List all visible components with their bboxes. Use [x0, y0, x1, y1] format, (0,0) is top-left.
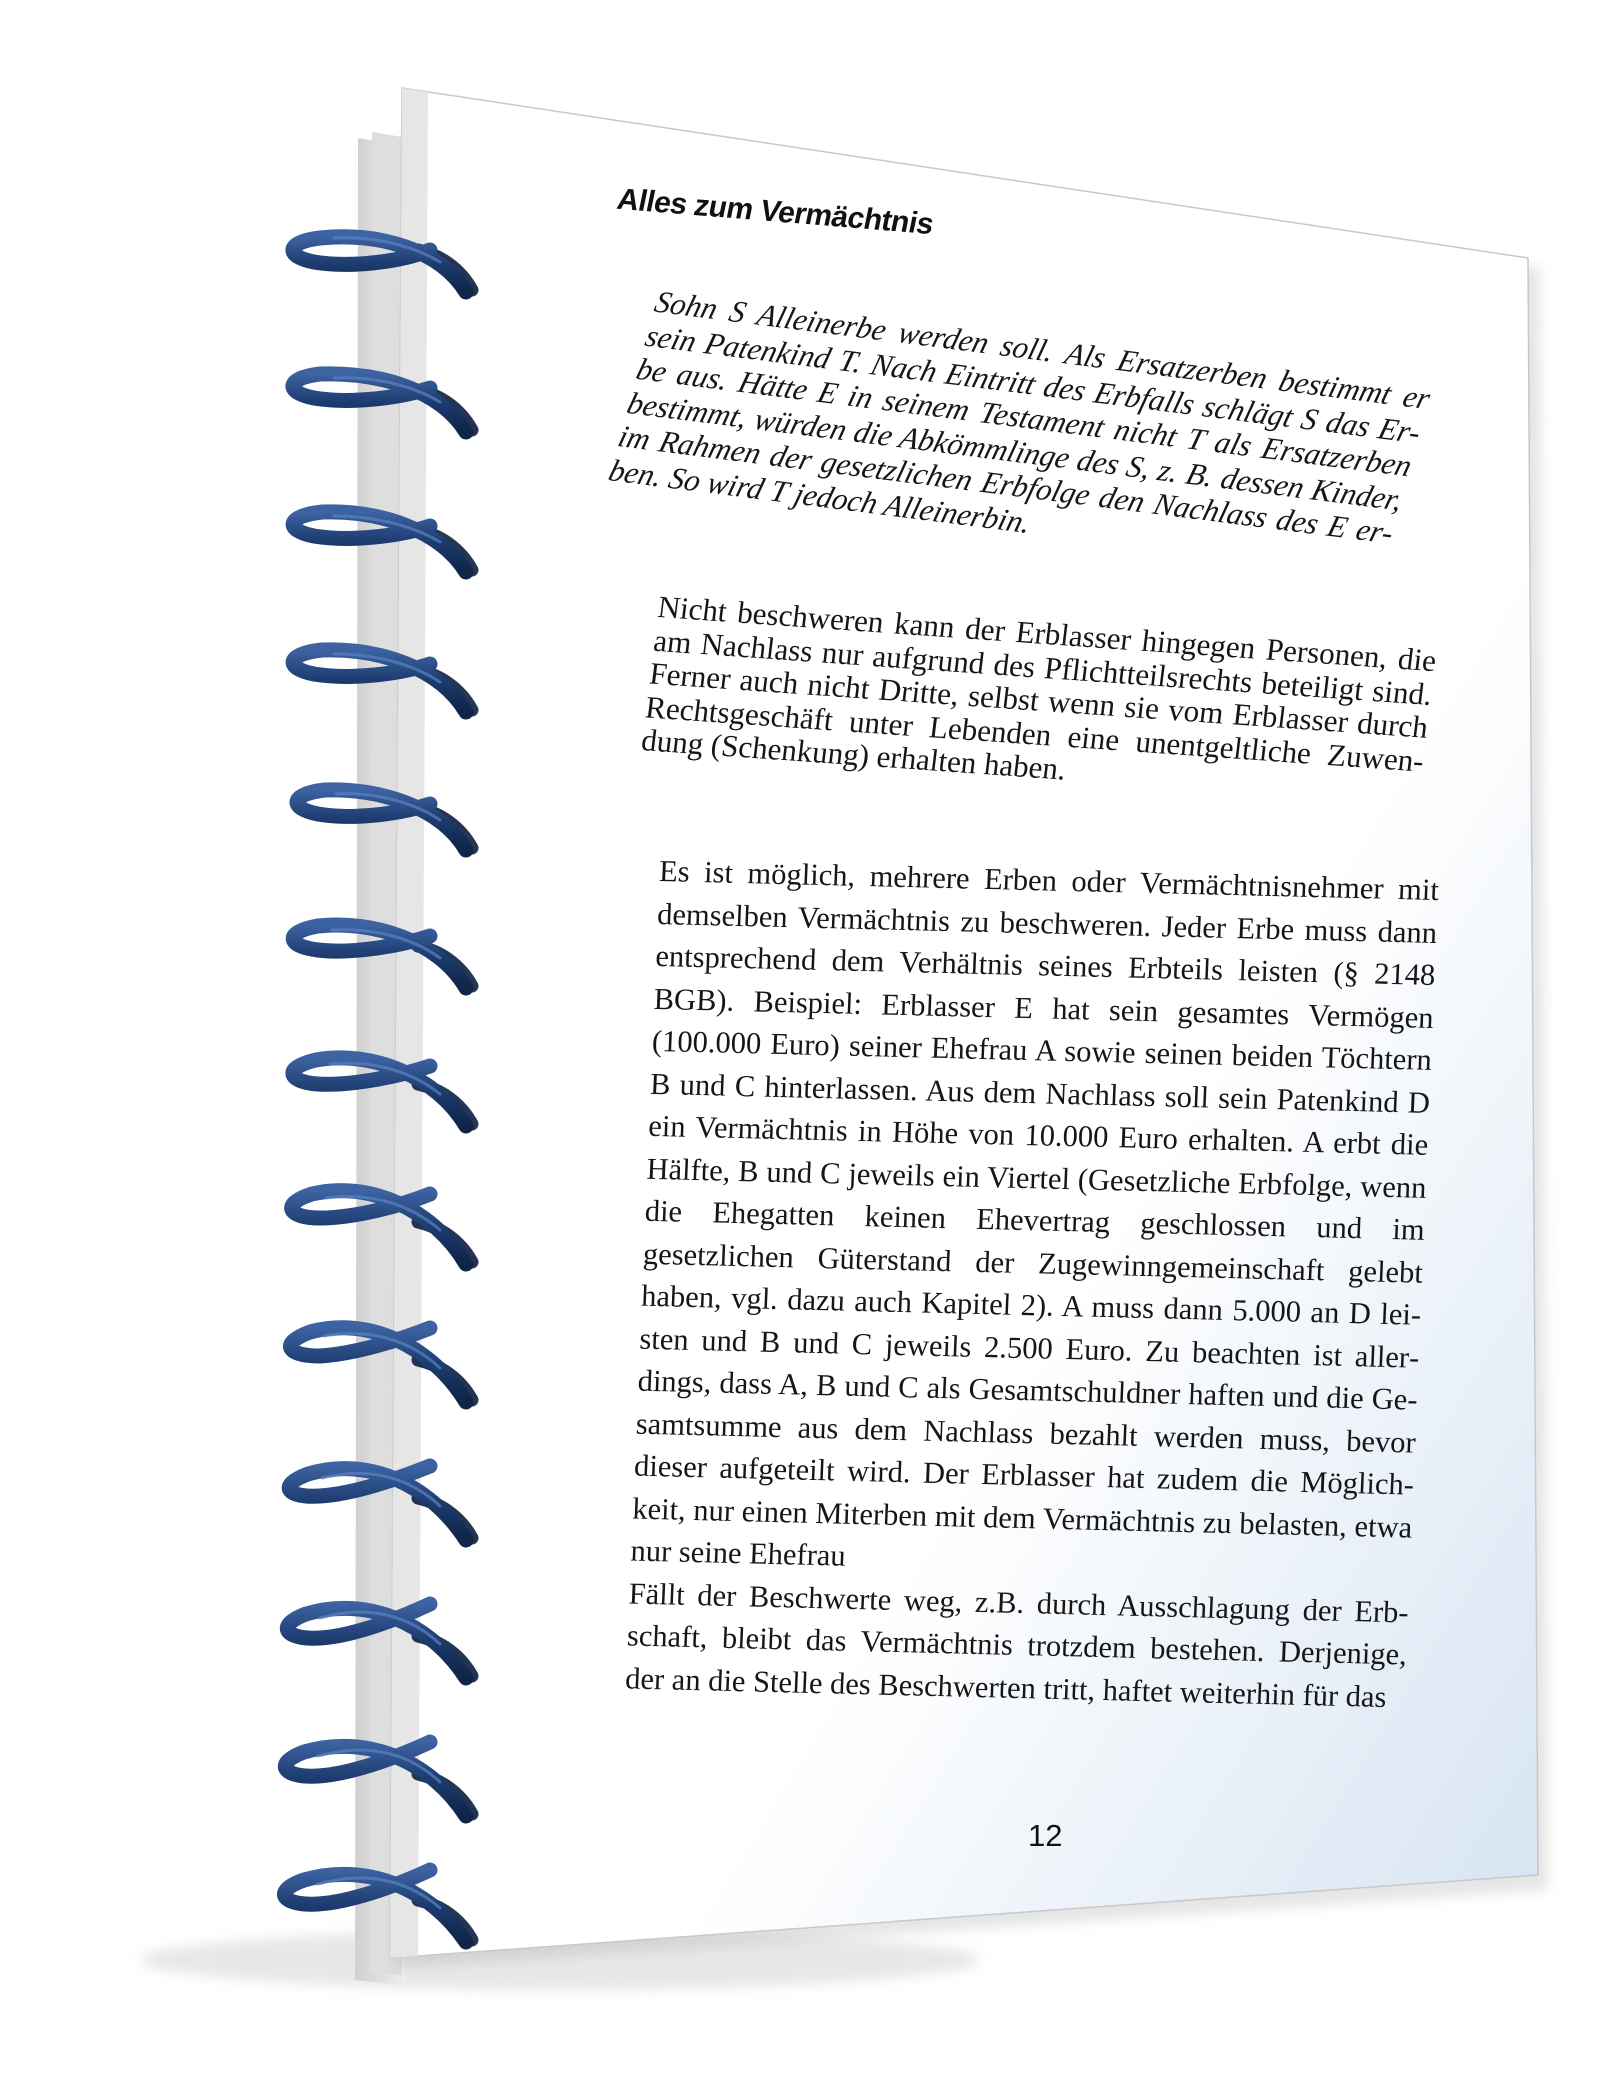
- paragraph-3-text: Es ist möglich, mehrere Erben oder Vermächtnisnehmer mit demselben Vermächtnis zu beschweren. Jeder Erbe muss dann entsprechend dem Verhältnis seines Erbteils leisten (§ 2148 BGB). Beispiel: Erblasser E hat sein gesamtes Vermögen (100.000 Euro) seiner Ehefrau A sowie seinen beiden Töchtern B und C hinterlassen. Aus dem Nachlass soll sein Patenkind D ein Vermächtnis in Höhe von 10.000 Euro erhalten. A erbt die Hälfte, B und C jeweils ein Viertel (Gesetzliche Erbfolge, wenn die Ehegatten keinen Ehevertrag geschlossen und im gesetzlichen Güterstand der Zugewinngemeinschaft gelebt haben, vgl. dazu auch Kapitel 2). A muss dann 5.000 an D leisten und B und C jeweils 2.500 Euro. Zu beachten ist allerdings, dass A, B und C als Gesamtschuldner haften und die Gesamtsumme aus dem Nachlass bezahlt werden muss, bevor dieser aufgeteilt wird. Der Erblasser hat zudem die Möglichkeit, nur einen Miterben mit dem Vermächtnis zu belasten, etwa nur seine Ehefrau: [629, 853, 1440, 1573]
- paragraph-2-text: Nicht beschweren kann der Erblasser hingegen Personen, die am Nachlass nur aufgrund des Pflichtteilsrechts beteiligt sind. Ferner auch nicht Dritte, selbst wenn sie vom Erblasser durch Rechtsgeschäft unter Lebenden eine unentgeltliche Zuwendung (Schenkung) erhalten haben.: [639, 589, 1439, 787]
- paragraph-1-text: Sohn S Alleinerbe werden soll. Als Ersatzerben bestimmt er sein Patenkind T. Nach Eintritt des Erbfalls schlägt S das Erbe aus. Hätte E in seinem Testament nicht T als Ersatzerben bestimmt, würden die Abkömmlinge des S, z. B. dessen Kinder, im Rahmen der gesetzlichen Erbfolge den Nachlass des E erben. So wird T jedoch Alleinerbin.: [605, 284, 1435, 551]
- paragraph-1: [605, 285, 1434, 584]
- paragraph-3: [624, 850, 1439, 1718]
- paragraph-2: [640, 590, 1439, 811]
- paragraph-4-text: Fällt der Beschwerte weg, z.B. durch Ausschlagung der Erbschaft, bleibt das Vermächtnis trotzdem bestehen. Derjenige, der an die Stelle des Beschwerten tritt, haftet weiterhin für das: [624, 1575, 1410, 1714]
- page-heading: Alles zum Vermächtnis: [614, 183, 937, 241]
- page-number: 12: [1028, 1818, 1063, 1853]
